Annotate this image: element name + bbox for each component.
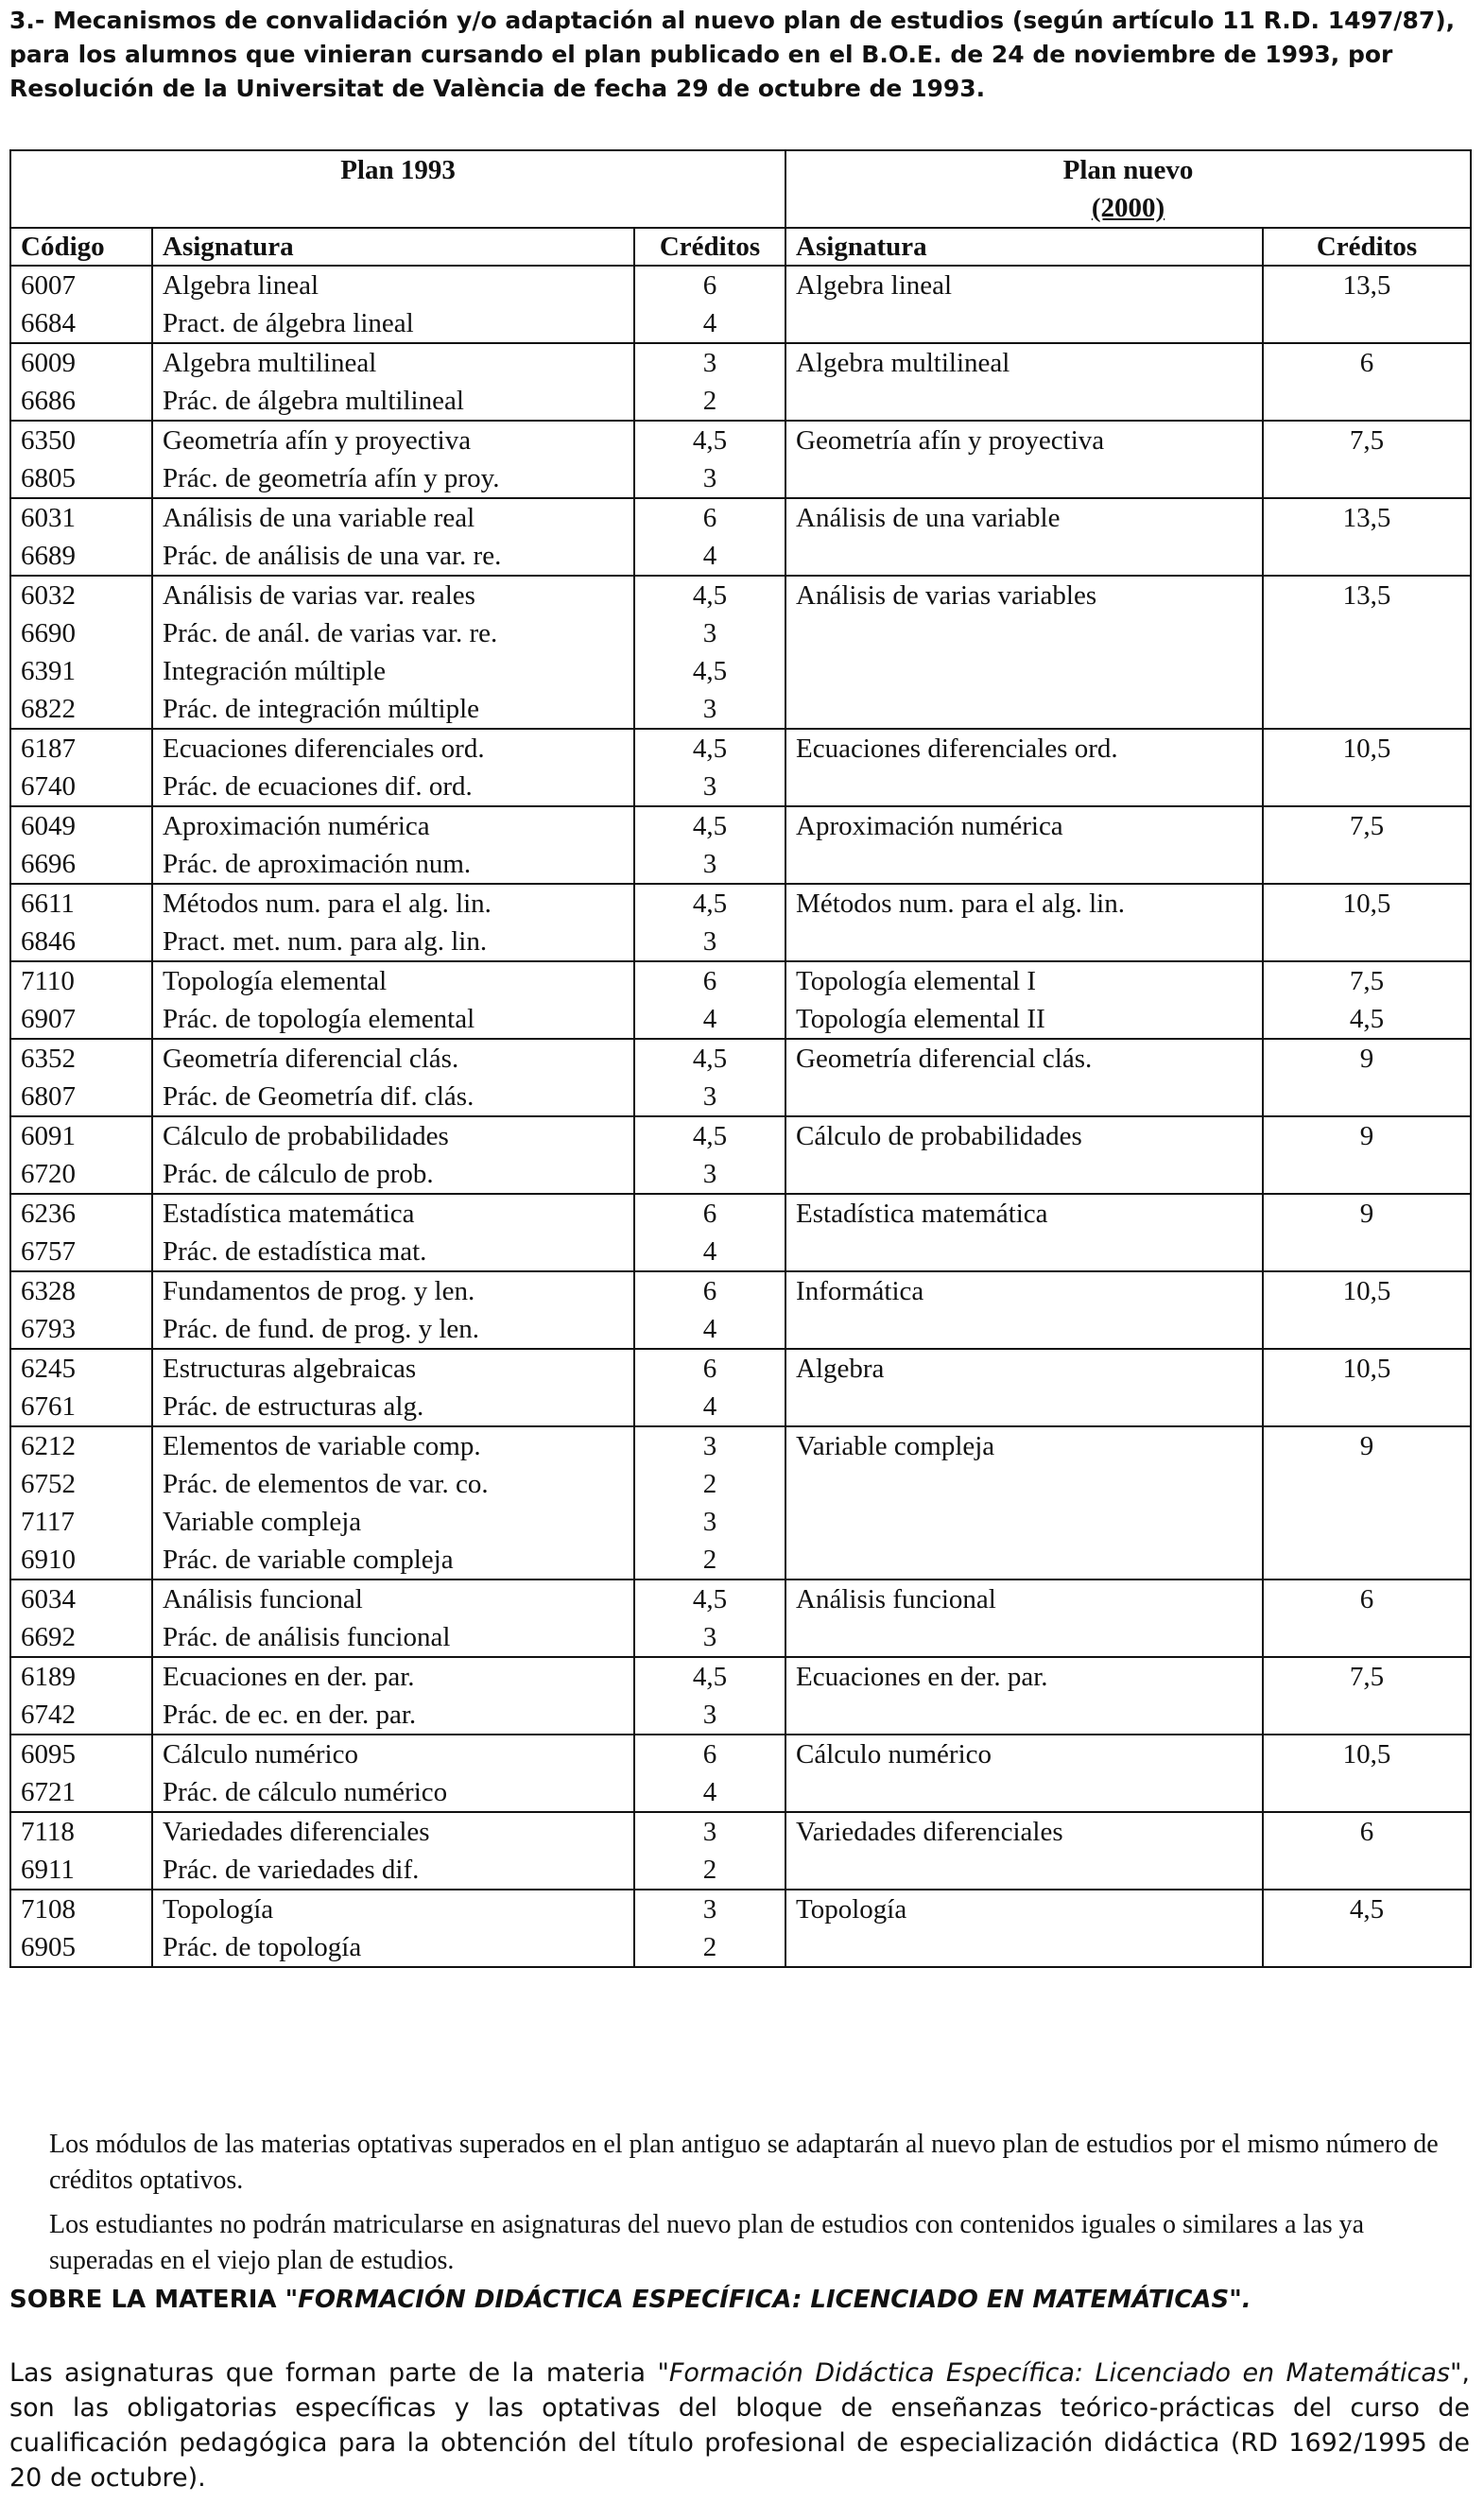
old-credits-cell: 4,5 bbox=[634, 884, 785, 923]
note-enrollment-restriction: Los estudiantes no podrán matricularse en asignaturas del nuevo plan de estudios con contenidos iguales o similares a las ya superadas en el viejo plan de estudios. bbox=[49, 2210, 1365, 2275]
old-credits-cell: 4 bbox=[634, 1233, 785, 1271]
new-subject-cell bbox=[785, 459, 1263, 498]
old-code-cell: 6686 bbox=[10, 382, 152, 421]
table-row bbox=[10, 845, 1471, 884]
old-credits-cell: 3 bbox=[634, 1155, 785, 1194]
new-credits-cell: 4,5 bbox=[1263, 1000, 1471, 1039]
new-credits-cell bbox=[1263, 304, 1471, 343]
new-credits-cell: 13,5 bbox=[1263, 266, 1471, 304]
new-subject-cell: Cálculo numérico bbox=[785, 1735, 1263, 1773]
old-credits-cell: 4,5 bbox=[634, 1579, 785, 1618]
table-row bbox=[10, 1426, 1471, 1465]
new-credits-cell: 9 bbox=[1263, 1426, 1471, 1465]
table-row bbox=[10, 1349, 1471, 1388]
col-header-code: Código bbox=[10, 228, 152, 266]
old-code-cell: 6187 bbox=[10, 729, 152, 768]
new-credits-cell bbox=[1263, 1851, 1471, 1890]
new-subject-cell: Topología elemental I bbox=[785, 961, 1263, 1000]
table-row bbox=[10, 614, 1471, 652]
table-row bbox=[10, 1618, 1471, 1657]
new-credits-cell: 9 bbox=[1263, 1194, 1471, 1233]
table-row bbox=[10, 768, 1471, 806]
old-subject-cell: Topología bbox=[152, 1890, 634, 1928]
new-subject-cell bbox=[785, 1851, 1263, 1890]
old-subject-cell: Ecuaciones en der. par. bbox=[152, 1657, 634, 1696]
old-code-cell: 6031 bbox=[10, 498, 152, 537]
table-row bbox=[10, 1310, 1471, 1349]
new-subject-cell bbox=[785, 1388, 1263, 1426]
table-row bbox=[10, 1890, 1471, 1928]
old-subject-cell: Variable compleja bbox=[152, 1503, 634, 1541]
old-credits-cell: 6 bbox=[634, 1735, 785, 1773]
new-subject-cell: Aproximación numérica bbox=[785, 806, 1263, 845]
old-code-cell: 6350 bbox=[10, 421, 152, 459]
new-credits-cell: 13,5 bbox=[1263, 498, 1471, 537]
table-row bbox=[10, 1928, 1471, 1967]
old-subject-cell: Algebra lineal bbox=[152, 266, 634, 304]
old-subject-cell: Prác. de topología bbox=[152, 1928, 634, 1967]
new-subject-cell bbox=[785, 652, 1263, 690]
table-row bbox=[10, 1851, 1471, 1890]
new-credits-cell: 7,5 bbox=[1263, 421, 1471, 459]
table-row bbox=[10, 1696, 1471, 1735]
new-credits-cell bbox=[1263, 1618, 1471, 1657]
old-credits-cell: 4,5 bbox=[634, 421, 785, 459]
new-subject-cell bbox=[785, 1696, 1263, 1735]
new-subject-cell: Algebra bbox=[785, 1349, 1263, 1388]
old-subject-cell: Geometría afín y proyectiva bbox=[152, 421, 634, 459]
old-credits-cell: 2 bbox=[634, 1465, 785, 1503]
new-subject-cell bbox=[785, 1233, 1263, 1271]
col-header-credits: Créditos bbox=[634, 228, 785, 266]
table-row bbox=[10, 690, 1471, 729]
old-code-cell: 6091 bbox=[10, 1116, 152, 1155]
table-row bbox=[10, 1194, 1471, 1233]
old-code-cell: 6245 bbox=[10, 1349, 152, 1388]
old-subject-cell: Métodos num. para el alg. lin. bbox=[152, 884, 634, 923]
new-subject-cell: Topología bbox=[785, 1890, 1263, 1928]
new-subject-cell: Métodos num. para el alg. lin. bbox=[785, 884, 1263, 923]
table-row bbox=[10, 1503, 1471, 1541]
new-subject-cell bbox=[785, 1155, 1263, 1194]
old-credits-cell: 2 bbox=[634, 1928, 785, 1967]
old-credits-cell: 4,5 bbox=[634, 652, 785, 690]
table-row bbox=[10, 1465, 1471, 1503]
old-code-cell: 6807 bbox=[10, 1078, 152, 1116]
old-subject-cell: Prác. de cálculo numérico bbox=[152, 1773, 634, 1812]
new-credits-cell: 6 bbox=[1263, 1579, 1471, 1618]
new-subject-cell: Geometría afín y proyectiva bbox=[785, 421, 1263, 459]
new-credits-cell: 10,5 bbox=[1263, 1735, 1471, 1773]
old-subject-cell: Prác. de topología elemental bbox=[152, 1000, 634, 1039]
note-optional-modules: Los módulos de las materias optativas superados en el plan antiguo se adaptarán al nuevo plan de estudios por el mismo número de créditos optativos. bbox=[49, 2130, 1439, 2195]
old-code-cell: 6907 bbox=[10, 1000, 152, 1039]
new-subject-cell bbox=[785, 382, 1263, 421]
new-subject-cell bbox=[785, 1541, 1263, 1579]
new-credits-cell bbox=[1263, 1465, 1471, 1503]
section-title-prefix: SOBRE LA MATERIA bbox=[9, 2286, 285, 2314]
section-title bbox=[9, 2286, 1470, 2314]
old-subject-cell: Variedades diferenciales bbox=[152, 1812, 634, 1851]
new-subject-cell: Algebra lineal bbox=[785, 266, 1263, 304]
new-subject-cell bbox=[785, 768, 1263, 806]
old-code-cell: 6007 bbox=[10, 266, 152, 304]
old-subject-cell: Prác. de elementos de var. co. bbox=[152, 1465, 634, 1503]
old-credits-cell: 6 bbox=[634, 961, 785, 1000]
table-row bbox=[10, 1039, 1471, 1078]
new-subject-cell: Cálculo de probabilidades bbox=[785, 1116, 1263, 1155]
new-credits-cell bbox=[1263, 1388, 1471, 1426]
old-subject-cell: Integración múltiple bbox=[152, 652, 634, 690]
old-code-cell: 6740 bbox=[10, 768, 152, 806]
col-header-subject: Asignatura bbox=[152, 228, 634, 266]
old-credits-cell: 4 bbox=[634, 1310, 785, 1349]
old-credits-cell: 2 bbox=[634, 1541, 785, 1579]
new-credits-cell: 9 bbox=[1263, 1116, 1471, 1155]
col-header-new-credits: Créditos bbox=[1263, 228, 1471, 266]
new-credits-cell bbox=[1263, 1773, 1471, 1812]
new-credits-cell: 10,5 bbox=[1263, 729, 1471, 768]
old-credits-cell: 3 bbox=[634, 1503, 785, 1541]
table-row bbox=[10, 382, 1471, 421]
new-credits-cell: 10,5 bbox=[1263, 1349, 1471, 1388]
new-credits-cell: 7,5 bbox=[1263, 806, 1471, 845]
table-row bbox=[10, 266, 1471, 304]
intro-paragraph: 3.- Mecanismos de convalidación y/o adaptación al nuevo plan de estudios (según artículo 11 R.D. 1497/87), para los alumnos que vinieran cursando el plan publicado en el B.O.E. de 24 de noviembre de 1993, por Resolución de la Universitat de València de fecha 29 de octubre de 1993. bbox=[9, 7, 1456, 102]
new-subject-cell bbox=[785, 1310, 1263, 1349]
old-subject-cell: Prác. de anál. de varias var. re. bbox=[152, 614, 634, 652]
old-credits-cell: 3 bbox=[634, 1890, 785, 1928]
new-subject-cell bbox=[785, 1078, 1263, 1116]
old-credits-cell: 4,5 bbox=[634, 806, 785, 845]
old-credits-cell: 2 bbox=[634, 1851, 785, 1890]
old-subject-cell: Aproximación numérica bbox=[152, 806, 634, 845]
old-code-cell: 7118 bbox=[10, 1812, 152, 1851]
old-subject-cell: Análisis funcional bbox=[152, 1579, 634, 1618]
old-code-cell: 6905 bbox=[10, 1928, 152, 1967]
old-credits-cell: 6 bbox=[634, 1349, 785, 1388]
old-code-cell: 6009 bbox=[10, 343, 152, 382]
final-paragraph-end: , son las obligatorias específicas y las optativas del bloque de enseñanzas teórico-prácticas del curso de cualificación pedagógica para la obtención del título profesional de especialización didáctica (RD 1692/1995 de 20 de octubre). bbox=[9, 2358, 1470, 2493]
old-credits-cell: 3 bbox=[634, 768, 785, 806]
table-row bbox=[10, 1271, 1471, 1310]
old-code-cell: 6391 bbox=[10, 652, 152, 690]
old-credits-cell: 3 bbox=[634, 1696, 785, 1735]
new-credits-cell bbox=[1263, 537, 1471, 576]
old-code-cell: 6236 bbox=[10, 1194, 152, 1233]
old-code-cell: 6793 bbox=[10, 1310, 152, 1349]
new-subject-cell: Geometría diferencial clás. bbox=[785, 1039, 1263, 1078]
new-credits-cell bbox=[1263, 652, 1471, 690]
old-credits-cell: 3 bbox=[634, 614, 785, 652]
old-credits-cell: 4,5 bbox=[634, 1039, 785, 1078]
new-subject-cell: Ecuaciones en der. par. bbox=[785, 1657, 1263, 1696]
new-subject-cell: Variedades diferenciales bbox=[785, 1812, 1263, 1851]
old-code-cell: 6752 bbox=[10, 1465, 152, 1503]
old-subject-cell: Topología elemental bbox=[152, 961, 634, 1000]
table-row bbox=[10, 459, 1471, 498]
plan-new-year: (2000) bbox=[1091, 193, 1165, 223]
old-subject-cell: Prác. de ec. en der. par. bbox=[152, 1696, 634, 1735]
new-credits-cell: 7,5 bbox=[1263, 1657, 1471, 1696]
new-credits-cell bbox=[1263, 382, 1471, 421]
old-code-cell: 6690 bbox=[10, 614, 152, 652]
table-row bbox=[10, 498, 1471, 537]
old-credits-cell: 4 bbox=[634, 304, 785, 343]
new-subject-cell bbox=[785, 1618, 1263, 1657]
old-credits-cell: 4,5 bbox=[634, 576, 785, 614]
old-credits-cell: 6 bbox=[634, 1271, 785, 1310]
new-subject-cell bbox=[785, 537, 1263, 576]
new-credits-cell bbox=[1263, 1541, 1471, 1579]
section-title-subject: "FORMACIÓN DIDÁCTICA ESPECÍFICA: LICENCIADO EN MATEMÁTICAS". bbox=[285, 2286, 1251, 2314]
table-row bbox=[10, 1657, 1471, 1696]
new-subject-cell bbox=[785, 923, 1263, 961]
old-subject-cell: Geometría diferencial clás. bbox=[152, 1039, 634, 1078]
old-code-cell: 6761 bbox=[10, 1388, 152, 1426]
new-credits-cell bbox=[1263, 845, 1471, 884]
old-code-cell: 6742 bbox=[10, 1696, 152, 1735]
new-credits-cell: 13,5 bbox=[1263, 576, 1471, 614]
table-row bbox=[10, 1078, 1471, 1116]
old-code-cell: 6032 bbox=[10, 576, 152, 614]
old-subject-cell: Pract. de álgebra lineal bbox=[152, 304, 634, 343]
old-code-cell: 6034 bbox=[10, 1579, 152, 1618]
plan-new-header bbox=[785, 150, 1471, 228]
table-row bbox=[10, 576, 1471, 614]
table-row bbox=[10, 304, 1471, 343]
old-credits-cell: 3 bbox=[634, 690, 785, 729]
old-subject-cell: Pract. met. num. para alg. lin. bbox=[152, 923, 634, 961]
new-credits-cell: 6 bbox=[1263, 1812, 1471, 1851]
new-credits-cell bbox=[1263, 1233, 1471, 1271]
table-row bbox=[10, 537, 1471, 576]
old-code-cell: 6910 bbox=[10, 1541, 152, 1579]
new-subject-cell: Análisis de varias variables bbox=[785, 576, 1263, 614]
old-subject-cell: Prác. de análisis de una var. re. bbox=[152, 537, 634, 576]
old-subject-cell: Análisis de varias var. reales bbox=[152, 576, 634, 614]
old-credits-cell: 3 bbox=[634, 459, 785, 498]
old-code-cell: 6212 bbox=[10, 1426, 152, 1465]
new-subject-cell bbox=[785, 1465, 1263, 1503]
new-subject-cell: Informática bbox=[785, 1271, 1263, 1310]
new-subject-cell bbox=[785, 845, 1263, 884]
final-paragraph bbox=[9, 2356, 1470, 2495]
new-credits-cell bbox=[1263, 1696, 1471, 1735]
table-body bbox=[10, 266, 1471, 1967]
old-code-cell: 6189 bbox=[10, 1657, 152, 1696]
old-subject-cell: Estadística matemática bbox=[152, 1194, 634, 1233]
plan-1993-header: Plan 1993 bbox=[10, 150, 785, 228]
old-credits-cell: 3 bbox=[634, 343, 785, 382]
new-credits-cell: 4,5 bbox=[1263, 1890, 1471, 1928]
old-code-cell: 6911 bbox=[10, 1851, 152, 1890]
new-credits-cell bbox=[1263, 1310, 1471, 1349]
old-credits-cell: 4 bbox=[634, 1773, 785, 1812]
old-credits-cell: 4,5 bbox=[634, 1657, 785, 1696]
new-credits-cell: 7,5 bbox=[1263, 961, 1471, 1000]
old-code-cell: 6689 bbox=[10, 537, 152, 576]
old-credits-cell: 3 bbox=[634, 1812, 785, 1851]
new-credits-cell bbox=[1263, 1155, 1471, 1194]
new-credits-cell: 10,5 bbox=[1263, 1271, 1471, 1310]
col-header-new-subject: Asignatura bbox=[785, 228, 1263, 266]
old-code-cell: 6696 bbox=[10, 845, 152, 884]
plan-new-title: Plan nuevo bbox=[1062, 155, 1194, 185]
old-code-cell: 6611 bbox=[10, 884, 152, 923]
new-credits-cell bbox=[1263, 1078, 1471, 1116]
table-row bbox=[10, 1579, 1471, 1618]
old-subject-cell: Prác. de análisis funcional bbox=[152, 1618, 634, 1657]
new-credits-cell: 10,5 bbox=[1263, 884, 1471, 923]
old-subject-cell: Estructuras algebraicas bbox=[152, 1349, 634, 1388]
old-subject-cell: Prác. de aproximación num. bbox=[152, 845, 634, 884]
old-subject-cell: Análisis de una variable real bbox=[152, 498, 634, 537]
old-subject-cell: Prác. de geometría afín y proy. bbox=[152, 459, 634, 498]
old-subject-cell: Prác. de cálculo de prob. bbox=[152, 1155, 634, 1194]
old-code-cell: 7117 bbox=[10, 1503, 152, 1541]
final-paragraph-subject: "Formación Didáctica Específica: Licenciado en Matemáticas" bbox=[657, 2358, 1462, 2388]
convalidation-table bbox=[9, 149, 1472, 1968]
table-row bbox=[10, 806, 1471, 845]
old-subject-cell: Prác. de estructuras alg. bbox=[152, 1388, 634, 1426]
new-subject-cell: Topología elemental II bbox=[785, 1000, 1263, 1039]
new-credits-cell bbox=[1263, 1503, 1471, 1541]
new-subject-cell: Algebra multilineal bbox=[785, 343, 1263, 382]
old-subject-cell: Elementos de variable comp. bbox=[152, 1426, 634, 1465]
table-row bbox=[10, 729, 1471, 768]
old-credits-cell: 6 bbox=[634, 498, 785, 537]
new-subject-cell bbox=[785, 1928, 1263, 1967]
table-row bbox=[10, 652, 1471, 690]
new-subject-cell: Ecuaciones diferenciales ord. bbox=[785, 729, 1263, 768]
table-row bbox=[10, 1812, 1471, 1851]
old-credits-cell: 4,5 bbox=[634, 729, 785, 768]
old-subject-cell: Prác. de estadística mat. bbox=[152, 1233, 634, 1271]
old-credits-cell: 4 bbox=[634, 537, 785, 576]
old-subject-cell: Prác. de álgebra multilineal bbox=[152, 382, 634, 421]
old-credits-cell: 6 bbox=[634, 1194, 785, 1233]
old-subject-cell: Ecuaciones diferenciales ord. bbox=[152, 729, 634, 768]
table-row bbox=[10, 961, 1471, 1000]
old-subject-cell: Cálculo de probabilidades bbox=[152, 1116, 634, 1155]
old-credits-cell: 3 bbox=[634, 845, 785, 884]
old-code-cell: 6684 bbox=[10, 304, 152, 343]
new-subject-cell: Variable compleja bbox=[785, 1426, 1263, 1465]
old-credits-cell: 4 bbox=[634, 1000, 785, 1039]
table-row bbox=[10, 343, 1471, 382]
old-subject-cell: Fundamentos de prog. y len. bbox=[152, 1271, 634, 1310]
table-row bbox=[10, 1000, 1471, 1039]
old-credits-cell: 2 bbox=[634, 382, 785, 421]
table-row bbox=[10, 923, 1471, 961]
old-code-cell: 6049 bbox=[10, 806, 152, 845]
old-code-cell: 6328 bbox=[10, 1271, 152, 1310]
new-credits-cell bbox=[1263, 690, 1471, 729]
new-credits-cell bbox=[1263, 923, 1471, 961]
new-subject-cell bbox=[785, 1503, 1263, 1541]
table-row bbox=[10, 1735, 1471, 1773]
old-credits-cell: 6 bbox=[634, 266, 785, 304]
old-credits-cell: 4 bbox=[634, 1388, 785, 1426]
old-code-cell: 6095 bbox=[10, 1735, 152, 1773]
table-row bbox=[10, 1155, 1471, 1194]
new-subject-cell: Estadística matemática bbox=[785, 1194, 1263, 1233]
table-row bbox=[10, 884, 1471, 923]
old-code-cell: 6721 bbox=[10, 1773, 152, 1812]
new-credits-cell bbox=[1263, 459, 1471, 498]
old-credits-cell: 3 bbox=[634, 923, 785, 961]
new-subject-cell bbox=[785, 690, 1263, 729]
new-credits-cell bbox=[1263, 1928, 1471, 1967]
new-credits-cell: 6 bbox=[1263, 343, 1471, 382]
old-code-cell: 6720 bbox=[10, 1155, 152, 1194]
new-subject-cell: Análisis funcional bbox=[785, 1579, 1263, 1618]
table-row bbox=[10, 1773, 1471, 1812]
old-credits-cell: 3 bbox=[634, 1078, 785, 1116]
old-subject-cell: Cálculo numérico bbox=[152, 1735, 634, 1773]
table-row bbox=[10, 1116, 1471, 1155]
old-credits-cell: 4,5 bbox=[634, 1116, 785, 1155]
old-subject-cell: Prác. de ecuaciones dif. ord. bbox=[152, 768, 634, 806]
old-code-cell: 6352 bbox=[10, 1039, 152, 1078]
old-code-cell: 6692 bbox=[10, 1618, 152, 1657]
old-subject-cell: Prác. de Geometría dif. clás. bbox=[152, 1078, 634, 1116]
final-paragraph-start: Las asignaturas que forman parte de la materia bbox=[9, 2358, 658, 2388]
old-subject-cell: Prác. de fund. de prog. y len. bbox=[152, 1310, 634, 1349]
table-row bbox=[10, 1388, 1471, 1426]
table-row bbox=[10, 421, 1471, 459]
old-credits-cell: 3 bbox=[634, 1426, 785, 1465]
old-code-cell: 7110 bbox=[10, 961, 152, 1000]
new-credits-cell bbox=[1263, 614, 1471, 652]
table-row bbox=[10, 1541, 1471, 1579]
old-credits-cell: 3 bbox=[634, 1618, 785, 1657]
old-code-cell: 6805 bbox=[10, 459, 152, 498]
table-row bbox=[10, 1233, 1471, 1271]
old-subject-cell: Prác. de variedades dif. bbox=[152, 1851, 634, 1890]
old-subject-cell: Prác. de integración múltiple bbox=[152, 690, 634, 729]
old-subject-cell: Algebra multilineal bbox=[152, 343, 634, 382]
old-code-cell: 6846 bbox=[10, 923, 152, 961]
new-credits-cell: 9 bbox=[1263, 1039, 1471, 1078]
new-subject-cell bbox=[785, 1773, 1263, 1812]
new-credits-cell bbox=[1263, 768, 1471, 806]
old-code-cell: 7108 bbox=[10, 1890, 152, 1928]
new-subject-cell: Análisis de una variable bbox=[785, 498, 1263, 537]
new-subject-cell bbox=[785, 614, 1263, 652]
new-subject-cell bbox=[785, 304, 1263, 343]
old-code-cell: 6757 bbox=[10, 1233, 152, 1271]
old-subject-cell: Prác. de variable compleja bbox=[152, 1541, 634, 1579]
old-code-cell: 6822 bbox=[10, 690, 152, 729]
